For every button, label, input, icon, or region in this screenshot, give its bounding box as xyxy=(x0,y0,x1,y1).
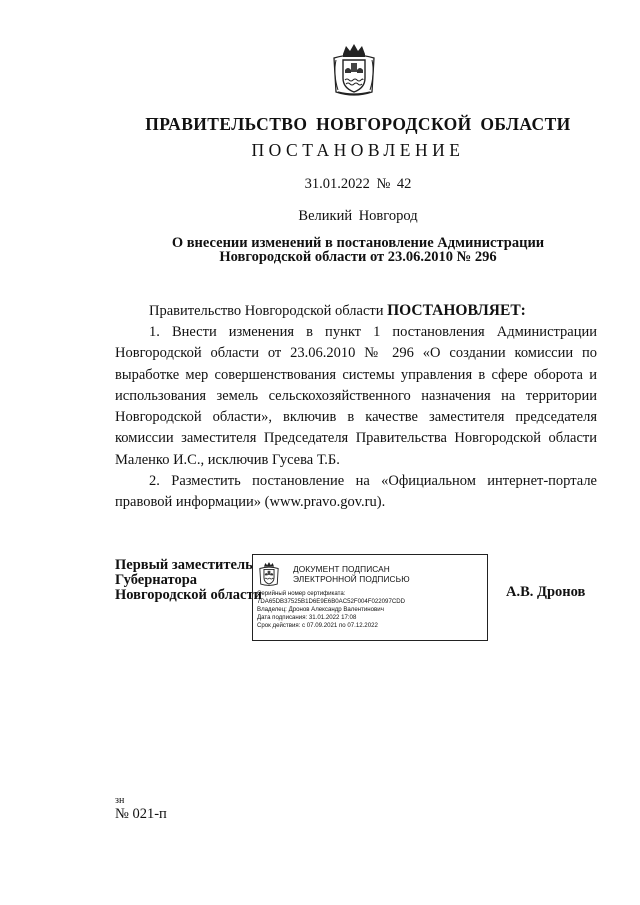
signer-name: А.В. Дронов xyxy=(506,584,586,600)
stamp-emblem-icon xyxy=(258,561,280,587)
document-body xyxy=(115,322,597,514)
preamble-text: Правительство Новгородской области xyxy=(149,303,388,319)
preamble xyxy=(149,302,526,320)
stamp-cert-value: 7DA65DB37525B1D6E9E6B0AC52F004F022097CDD xyxy=(257,598,406,606)
signer-title-line-2: Губернатора xyxy=(115,572,198,588)
preamble-keyword: ПОСТАНОВЛЯЕТ: xyxy=(387,302,526,319)
subject-line-1: О внесении изменений в постановление Администрации xyxy=(171,235,545,251)
signer-position xyxy=(115,558,262,603)
stamp-heading xyxy=(293,564,410,584)
stamp-cert-label: Серийный номер сертификата: xyxy=(257,590,346,597)
registration-number: № 021-п xyxy=(115,806,167,822)
coat-of-arms-emblem xyxy=(330,42,378,98)
stamp-owner: Владелец: Дронов Александр Валентинович xyxy=(257,606,384,614)
paragraph-2: 2. Разместить постановление на «Официальном интернет-портале правовой информации» (www.pravo.gov.ru). xyxy=(115,473,597,511)
stamp-heading-line-2: ЭЛЕКТРОННОЙ ПОДПИСЬЮ xyxy=(293,574,410,584)
document-city: Великий Новгород xyxy=(298,208,418,224)
government-title: ПРАВИТЕЛЬСТВО НОВГОРОДСКОЙ ОБЛАСТИ xyxy=(145,114,571,134)
stamp-heading-line-1: ДОКУМЕНТ ПОДПИСАН xyxy=(293,564,390,574)
electronic-signature-stamp xyxy=(252,554,488,641)
document-date-number: 31.01.2022 № 42 xyxy=(304,176,412,192)
signer-title-line-3: Новгородской области xyxy=(115,587,262,603)
stamp-signed-date: Дата подписания: 31.01.2022 17:08 xyxy=(257,614,357,622)
subject-line-2: Новгородской области от 23.06.2010 № 296 xyxy=(219,249,497,265)
signer-title-line-1: Первый заместитель xyxy=(115,557,253,573)
executor-initials: зн xyxy=(115,795,125,806)
document-subject xyxy=(0,236,640,264)
paragraph-1: 1. Внести изменения в пункт 1 постановления Администрации Новгородской области от 23.06.2010 № 296 «О создании комиссии по выработке мер совершенствования системы управления в сфере оборота и использования земель сельскохозяйственного назначения на территории Новгородской области», включив в качестве заместителя председателя комиссии заместителя Председателя Правительства Новгородской области Маленко И.С., исключив Гусева Т.Б. xyxy=(115,324,597,468)
stamp-certificate-info xyxy=(257,590,405,630)
document-type: ПОСТАНОВЛЕНИЕ xyxy=(251,140,465,160)
stamp-validity: Срок действия: с 07.09.2021 по 07.12.2022 xyxy=(257,622,378,630)
